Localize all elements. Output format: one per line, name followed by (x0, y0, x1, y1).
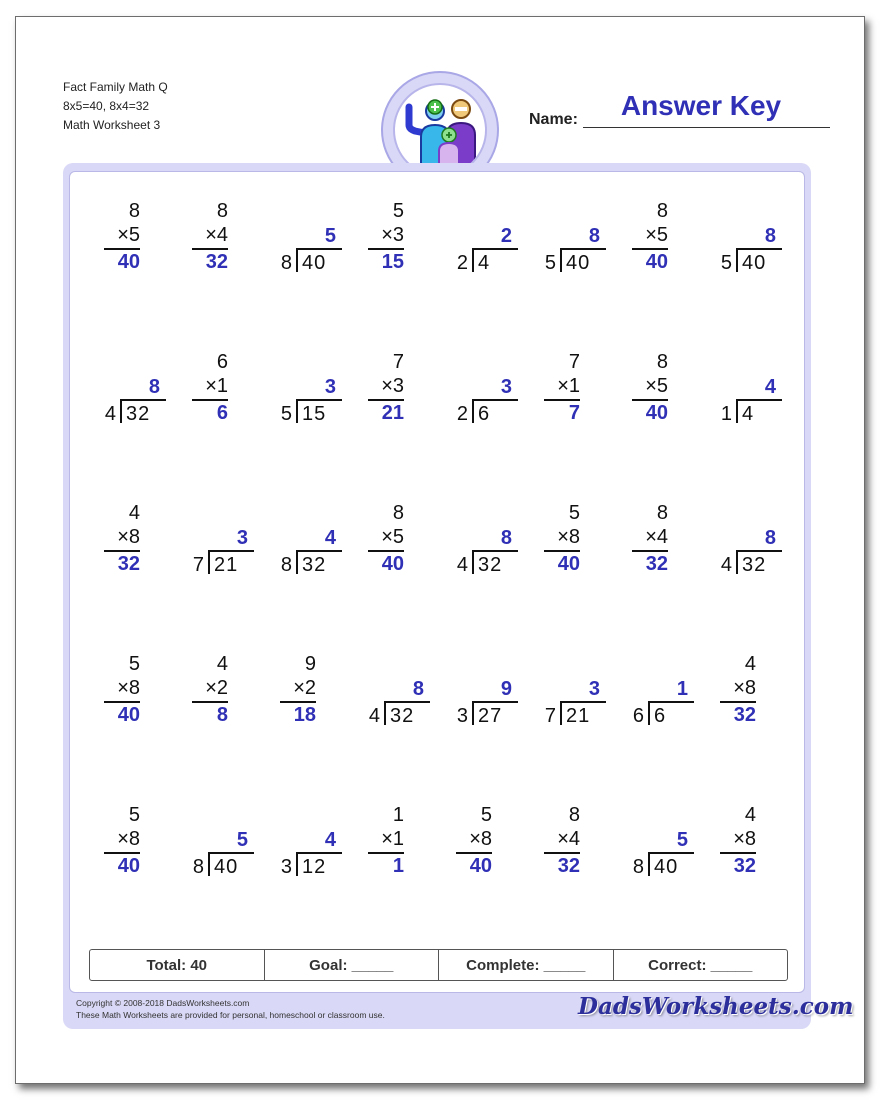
division-bracket (208, 550, 210, 574)
quotient-answer: 3 (324, 376, 336, 398)
product-answer: 32 (645, 553, 668, 575)
complete-field[interactable]: Complete: _____ (439, 950, 614, 980)
divisor: 6 (632, 705, 644, 727)
multiplication-problem (626, 502, 706, 592)
quotient-answer: 5 (676, 829, 688, 851)
name-label: Name: (529, 111, 578, 128)
quotient-answer: 5 (324, 225, 336, 247)
multiplication-problem (98, 200, 178, 290)
multiplier: ×5 (645, 375, 668, 397)
multiplication-problem (98, 804, 178, 894)
quotient-answer: 1 (676, 678, 688, 700)
dividend: 40 (742, 252, 767, 274)
multiplicand: 6 (216, 351, 228, 373)
division-bar (736, 248, 782, 250)
problem-frame (63, 163, 854, 1029)
dividend: 32 (390, 705, 415, 727)
product-answer: 32 (117, 553, 140, 575)
product-answer: 40 (117, 251, 140, 273)
multiplicand: 4 (128, 502, 140, 524)
division-problem (714, 502, 794, 592)
division-bar (208, 852, 254, 854)
division-bar (736, 550, 782, 552)
multiplication-problem (98, 502, 178, 592)
dividend: 32 (742, 554, 767, 576)
division-problem (98, 351, 178, 441)
division-problem (274, 200, 354, 290)
product-rule (368, 852, 404, 854)
multiplier: ×4 (645, 526, 668, 548)
product-rule (104, 852, 140, 854)
divisor: 3 (456, 705, 468, 727)
division-bracket (736, 248, 738, 272)
division-problem (450, 653, 530, 743)
division-bracket (472, 399, 474, 423)
product-rule (720, 852, 756, 854)
divisor: 5 (280, 403, 292, 425)
multiplier: ×8 (117, 526, 140, 548)
division-problem (274, 804, 354, 894)
dividend: 40 (654, 856, 679, 878)
quotient-answer: 4 (324, 829, 336, 851)
division-problem (714, 200, 794, 290)
product-rule (368, 550, 404, 552)
goal-field[interactable]: Goal: _____ (265, 950, 440, 980)
quotient-answer: 8 (500, 527, 512, 549)
divisor: 8 (280, 554, 292, 576)
dividend: 40 (214, 856, 239, 878)
dividend: 40 (302, 252, 327, 274)
divisor: 4 (720, 554, 732, 576)
multiplication-problem (538, 351, 618, 441)
division-bar (560, 248, 606, 250)
dadsworksheets-logo: DadsWorksheets.com (578, 993, 854, 1020)
division-bar (296, 852, 342, 854)
product-rule (192, 701, 228, 703)
division-bar (208, 550, 254, 552)
product-rule (720, 701, 756, 703)
division-problem (626, 804, 706, 894)
product-rule (544, 550, 580, 552)
multiplier: ×5 (117, 224, 140, 246)
dividend: 32 (126, 403, 151, 425)
product-answer: 8 (216, 704, 228, 726)
division-bar (384, 701, 430, 703)
multiplicand: 8 (656, 502, 668, 524)
division-bracket (296, 550, 298, 574)
multiplier: ×1 (205, 375, 228, 397)
worksheet-info (63, 78, 168, 135)
multiplicand: 8 (656, 200, 668, 222)
division-bracket (736, 550, 738, 574)
multiplier: ×4 (205, 224, 228, 246)
division-bracket (120, 399, 122, 423)
divisor: 4 (368, 705, 380, 727)
multiplicand: 5 (392, 200, 404, 222)
division-problem (186, 804, 266, 894)
product-rule (104, 248, 140, 250)
product-answer: 32 (557, 855, 580, 877)
quotient-answer: 8 (764, 225, 776, 247)
divisor: 2 (456, 252, 468, 274)
product-answer: 40 (557, 553, 580, 575)
divisor: 8 (280, 252, 292, 274)
total-score: Total: 40 (90, 950, 265, 980)
product-answer: 6 (216, 402, 228, 424)
product-answer: 40 (117, 855, 140, 877)
multiplicand: 5 (480, 804, 492, 826)
division-problem (274, 502, 354, 592)
name-field-line[interactable] (583, 127, 830, 128)
division-bar (472, 701, 518, 703)
division-problem (450, 502, 530, 592)
multiplication-problem (362, 502, 442, 592)
dividend: 4 (742, 403, 755, 425)
product-rule (192, 399, 228, 401)
worksheet-number: Math Worksheet 3 (63, 118, 161, 132)
multiplicand: 7 (568, 351, 580, 373)
multiplicand: 4 (744, 653, 756, 675)
divisor: 2 (456, 403, 468, 425)
division-bar (296, 248, 342, 250)
product-rule (368, 399, 404, 401)
multiplier: ×8 (469, 828, 492, 850)
product-answer: 40 (117, 704, 140, 726)
dividend: 27 (478, 705, 503, 727)
quotient-answer: 8 (764, 527, 776, 549)
multiplication-problem (362, 351, 442, 441)
multiplier: ×3 (381, 224, 404, 246)
divisor: 8 (192, 856, 204, 878)
division-bracket (296, 248, 298, 272)
dividend: 6 (478, 403, 491, 425)
division-bracket (648, 701, 650, 725)
multiplication-problem (186, 200, 266, 290)
product-answer: 15 (381, 251, 404, 273)
divisor: 4 (456, 554, 468, 576)
product-rule (632, 248, 668, 250)
division-bar (648, 852, 694, 854)
multiplicand: 4 (744, 804, 756, 826)
product-rule (192, 248, 228, 250)
multiplication-problem (274, 653, 354, 743)
dividend: 32 (478, 554, 503, 576)
product-rule (104, 701, 140, 703)
multiplier: ×3 (381, 375, 404, 397)
divisor: 3 (280, 856, 292, 878)
score-bar (89, 949, 788, 981)
multiplicand: 5 (128, 804, 140, 826)
division-problem (626, 653, 706, 743)
product-answer: 40 (381, 553, 404, 575)
quotient-answer: 3 (500, 376, 512, 398)
multiplicand: 5 (128, 653, 140, 675)
divisor: 7 (544, 705, 556, 727)
product-answer: 1 (392, 855, 404, 877)
multiplicand: 8 (656, 351, 668, 373)
worksheet-facts: 8x5=40, 8x4=32 (63, 99, 150, 113)
multiplier: ×8 (117, 677, 140, 699)
usage-notice: These Math Worksheets are provided for personal, homeschool or classroom use. (76, 1010, 385, 1020)
dividend: 4 (478, 252, 491, 274)
correct-field[interactable]: Correct: _____ (648, 956, 753, 974)
quotient-answer: 4 (764, 376, 776, 398)
divisor: 5 (720, 252, 732, 274)
multiplier: ×5 (645, 224, 668, 246)
division-bracket (208, 852, 210, 876)
division-bracket (560, 701, 562, 725)
division-problem (186, 502, 266, 592)
dividend: 21 (214, 554, 239, 576)
multiplication-problem (450, 804, 530, 894)
quotient-answer: 5 (236, 829, 248, 851)
dividend: 12 (302, 856, 327, 878)
division-problem (362, 653, 442, 743)
multiplication-problem (538, 502, 618, 592)
multiplicand: 9 (304, 653, 316, 675)
product-answer: 32 (733, 855, 756, 877)
quotient-answer: 8 (148, 376, 160, 398)
division-bar (560, 701, 606, 703)
product-answer: 32 (205, 251, 228, 273)
problem-area (69, 171, 805, 993)
dividend: 21 (566, 705, 591, 727)
dividend: 32 (302, 554, 327, 576)
multiplicand: 8 (568, 804, 580, 826)
multiplicand: 7 (392, 351, 404, 373)
division-bracket (384, 701, 386, 725)
multiplicand: 8 (216, 200, 228, 222)
divisor: 4 (104, 403, 116, 425)
division-bracket (560, 248, 562, 272)
division-problem (450, 351, 530, 441)
division-problem (274, 351, 354, 441)
division-bracket (736, 399, 738, 423)
product-answer: 40 (469, 855, 492, 877)
divisor: 1 (720, 403, 732, 425)
divisor: 8 (632, 856, 644, 878)
divisor: 5 (544, 252, 556, 274)
quotient-answer: 3 (236, 527, 248, 549)
division-bracket (296, 852, 298, 876)
quotient-answer: 8 (412, 678, 424, 700)
dividend: 15 (302, 403, 327, 425)
product-rule (632, 399, 668, 401)
product-rule (544, 852, 580, 854)
division-bracket (296, 399, 298, 423)
product-rule (456, 852, 492, 854)
multiplier: ×8 (557, 526, 580, 548)
footer (76, 997, 385, 1021)
division-bar (472, 550, 518, 552)
divisor: 7 (192, 554, 204, 576)
multiplier: ×8 (117, 828, 140, 850)
multiplication-problem (98, 653, 178, 743)
division-bar (296, 550, 342, 552)
division-bar (736, 399, 782, 401)
quotient-answer: 2 (500, 225, 512, 247)
quotient-answer: 9 (500, 678, 512, 700)
division-problem (714, 351, 794, 441)
multiplication-problem (714, 653, 794, 743)
product-answer: 40 (645, 251, 668, 273)
multiplicand: 1 (392, 804, 404, 826)
quotient-answer: 3 (588, 678, 600, 700)
multiplicand: 4 (216, 653, 228, 675)
multiplier: ×4 (557, 828, 580, 850)
multiplier: ×8 (733, 828, 756, 850)
division-bracket (472, 701, 474, 725)
division-problem (538, 653, 618, 743)
product-answer: 40 (645, 402, 668, 424)
multiplier: ×1 (557, 375, 580, 397)
multiplication-problem (362, 200, 442, 290)
multiplicand: 8 (392, 502, 404, 524)
product-rule (104, 550, 140, 552)
multiplication-problem (714, 804, 794, 894)
multiplier: ×1 (381, 828, 404, 850)
division-bracket (648, 852, 650, 876)
copyright-text: Copyright © 2008-2018 DadsWorksheets.com (76, 998, 250, 1008)
division-bracket (472, 248, 474, 272)
multiplier: ×8 (733, 677, 756, 699)
multiplication-problem (362, 804, 442, 894)
multiplication-problem (626, 351, 706, 441)
division-bar (472, 248, 518, 250)
quotient-answer: 8 (588, 225, 600, 247)
multiplier: ×2 (205, 677, 228, 699)
product-answer: 21 (381, 402, 404, 424)
division-bar (120, 399, 166, 401)
product-rule (544, 399, 580, 401)
multiplication-problem (186, 653, 266, 743)
division-problem (538, 200, 618, 290)
dividend: 6 (654, 705, 667, 727)
product-rule (280, 701, 316, 703)
worksheet-title: Fact Family Math Q (63, 80, 168, 94)
multiplier: ×5 (381, 526, 404, 548)
product-answer: 32 (733, 704, 756, 726)
division-bar (648, 701, 694, 703)
multiplicand: 8 (128, 200, 140, 222)
multiplication-problem (538, 804, 618, 894)
division-problem (450, 200, 530, 290)
division-bar (472, 399, 518, 401)
product-answer: 7 (568, 402, 580, 424)
division-bar (296, 399, 342, 401)
product-rule (632, 550, 668, 552)
product-rule (368, 248, 404, 250)
product-answer: 18 (293, 704, 316, 726)
family-icon (395, 85, 485, 175)
division-bracket (472, 550, 474, 574)
dividend: 40 (566, 252, 591, 274)
multiplication-problem (626, 200, 706, 290)
multiplication-problem (186, 351, 266, 441)
answer-key-title: Answer Key (620, 90, 782, 121)
multiplicand: 5 (568, 502, 580, 524)
quotient-answer: 4 (324, 527, 336, 549)
multiplier: ×2 (293, 677, 316, 699)
